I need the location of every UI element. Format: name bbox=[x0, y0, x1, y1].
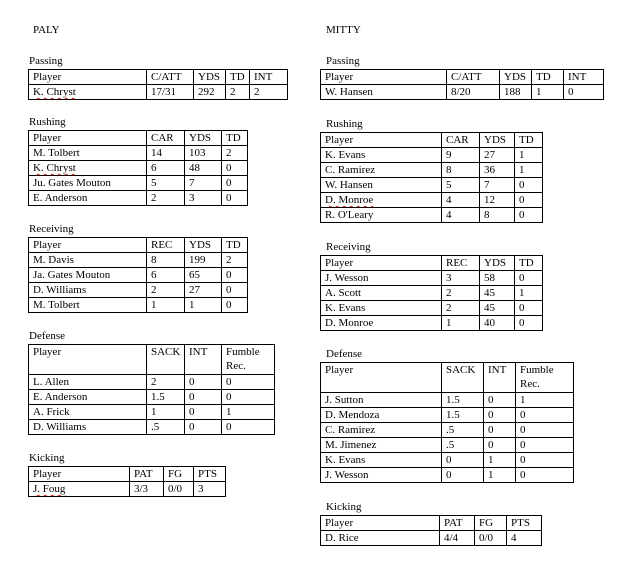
stat-cell: 14 bbox=[147, 146, 185, 161]
table-row bbox=[29, 283, 248, 298]
table-header-row bbox=[29, 70, 288, 85]
stat-cell: 1 bbox=[515, 163, 543, 178]
stat-cell: 0 bbox=[222, 176, 248, 191]
player-cell: K. Chryst bbox=[29, 161, 147, 176]
table-row bbox=[321, 85, 604, 100]
paly-defense-title: Defense bbox=[29, 330, 66, 342]
stat-cell: 0 bbox=[222, 191, 248, 206]
stat-cell: 0 bbox=[515, 271, 543, 286]
table-row bbox=[321, 468, 574, 483]
stat-cell: .5 bbox=[147, 420, 185, 435]
player-cell: M. Jimenez bbox=[321, 438, 442, 453]
stat-cell: 2 bbox=[147, 375, 185, 390]
stat-cell: 8 bbox=[480, 208, 515, 223]
player-cell: D. Mendoza bbox=[321, 408, 442, 423]
stat-cell: 0 bbox=[222, 375, 275, 390]
header-cell: Player bbox=[29, 467, 130, 482]
header-cell: C/ATT bbox=[147, 70, 194, 85]
header-cell: YDS bbox=[500, 70, 532, 85]
stat-cell: 0 bbox=[515, 178, 543, 193]
player-cell: A. Frick bbox=[29, 405, 147, 420]
mitty-receiving-title: Receiving bbox=[326, 241, 371, 253]
table-row bbox=[29, 161, 248, 176]
table-row bbox=[29, 420, 275, 435]
player-cell: J. Wesson bbox=[321, 468, 442, 483]
header-cell: YDS bbox=[194, 70, 226, 85]
player-cell: E. Anderson bbox=[29, 191, 147, 206]
stat-cell: 7 bbox=[480, 178, 515, 193]
paly-passing-table bbox=[28, 69, 288, 100]
header-cell: REC bbox=[442, 256, 480, 271]
header-cell: Fumble Rec. bbox=[516, 363, 574, 393]
table-row bbox=[29, 146, 248, 161]
stat-cell: 27 bbox=[480, 148, 515, 163]
table-row bbox=[321, 286, 543, 301]
paly-kicking-table bbox=[28, 466, 226, 497]
player-cell: D. Monroe bbox=[321, 193, 442, 208]
player-cell: C. Ramirez bbox=[321, 163, 442, 178]
player-cell: L. Allen bbox=[29, 375, 147, 390]
stat-cell: 4 bbox=[507, 531, 542, 546]
stat-cell: 0 bbox=[222, 420, 275, 435]
stat-cell: 0 bbox=[564, 85, 604, 100]
table-row bbox=[321, 316, 543, 331]
table-header-row bbox=[29, 345, 275, 375]
table-header-row bbox=[321, 70, 604, 85]
header-cell: Player bbox=[29, 345, 147, 375]
stat-cell: 0 bbox=[222, 161, 248, 176]
table-row bbox=[321, 423, 574, 438]
table-row bbox=[29, 482, 226, 497]
header-cell: INT bbox=[185, 345, 222, 375]
stat-cell: 0 bbox=[442, 468, 484, 483]
player-cell: R. O'Leary bbox=[321, 208, 442, 223]
stat-cell: 0 bbox=[185, 390, 222, 405]
stat-cell: 1 bbox=[484, 453, 516, 468]
stat-cell: 7 bbox=[185, 176, 222, 191]
stat-cell: 0 bbox=[515, 301, 543, 316]
player-cell: J. Foug bbox=[29, 482, 130, 497]
table-row bbox=[29, 405, 275, 420]
header-cell: YDS bbox=[480, 256, 515, 271]
mitty-team-name: MITTY bbox=[326, 24, 361, 36]
header-cell: PTS bbox=[194, 467, 226, 482]
header-cell: Player bbox=[29, 70, 147, 85]
stat-cell: 36 bbox=[480, 163, 515, 178]
stat-cell: 1.5 bbox=[147, 390, 185, 405]
stat-cell: 292 bbox=[194, 85, 226, 100]
stat-cell: 4 bbox=[442, 193, 480, 208]
stat-cell: 1 bbox=[484, 468, 516, 483]
stat-cell: 2 bbox=[222, 146, 248, 161]
stat-cell: 1.5 bbox=[442, 393, 484, 408]
stat-cell: 6 bbox=[147, 268, 185, 283]
mitty-defense-title: Defense bbox=[326, 348, 363, 360]
stat-cell: 17/31 bbox=[147, 85, 194, 100]
player-cell: D. Williams bbox=[29, 283, 147, 298]
header-cell: INT bbox=[564, 70, 604, 85]
mitty-passing-title: Passing bbox=[326, 55, 360, 67]
header-cell: Player bbox=[321, 363, 442, 393]
stat-cell: 2 bbox=[226, 85, 250, 100]
stat-cell: 8/20 bbox=[447, 85, 500, 100]
header-cell: YDS bbox=[185, 238, 222, 253]
table-row bbox=[29, 375, 275, 390]
stat-cell: 1 bbox=[147, 405, 185, 420]
player-cell: M. Tolbert bbox=[29, 146, 147, 161]
stat-cell: 0 bbox=[516, 468, 574, 483]
header-cell: Player bbox=[321, 256, 442, 271]
header-cell: TD bbox=[532, 70, 564, 85]
table-row bbox=[29, 298, 248, 313]
stat-cell: 3 bbox=[185, 191, 222, 206]
player-cell: C. Ramirez bbox=[321, 423, 442, 438]
stat-cell: .5 bbox=[442, 438, 484, 453]
header-cell: Fumble Rec. bbox=[222, 345, 275, 375]
paly-defense-table bbox=[28, 344, 275, 435]
stat-cell: 40 bbox=[480, 316, 515, 331]
stat-cell: 3 bbox=[442, 271, 480, 286]
table-row bbox=[29, 85, 288, 100]
table-header-row bbox=[321, 256, 543, 271]
header-cell: PAT bbox=[440, 516, 475, 531]
stat-cell: 6 bbox=[147, 161, 185, 176]
mitty-kicking-title: Kicking bbox=[326, 501, 362, 513]
header-cell: Player bbox=[321, 70, 447, 85]
stat-cell: 1 bbox=[185, 298, 222, 313]
player-cell: W. Hansen bbox=[321, 178, 442, 193]
stat-cell: 0 bbox=[222, 283, 248, 298]
stat-cell: 0 bbox=[484, 393, 516, 408]
stat-cell: 2 bbox=[442, 301, 480, 316]
stat-cell: 2 bbox=[147, 283, 185, 298]
paly-receiving-table bbox=[28, 237, 248, 313]
table-row bbox=[321, 271, 543, 286]
player-cell: Ja. Gates Mouton bbox=[29, 268, 147, 283]
player-cell: E. Anderson bbox=[29, 390, 147, 405]
stat-cell: 1 bbox=[222, 405, 275, 420]
stat-cell: 0 bbox=[515, 316, 543, 331]
player-cell: M. Davis bbox=[29, 253, 147, 268]
header-cell: Player bbox=[321, 133, 442, 148]
header-cell: TD bbox=[515, 256, 543, 271]
table-row bbox=[29, 253, 248, 268]
stat-cell: .5 bbox=[442, 423, 484, 438]
header-cell: TD bbox=[222, 131, 248, 146]
player-cell: J. Sutton bbox=[321, 393, 442, 408]
stat-cell: 3 bbox=[194, 482, 226, 497]
stat-cell: 5 bbox=[442, 178, 480, 193]
stat-cell: 2 bbox=[250, 85, 288, 100]
table-header-row bbox=[321, 363, 574, 393]
header-cell: FG bbox=[475, 516, 507, 531]
stat-cell: 0 bbox=[516, 438, 574, 453]
table-row bbox=[321, 148, 543, 163]
stat-cell: 0 bbox=[516, 423, 574, 438]
stat-cell: 0 bbox=[516, 453, 574, 468]
stat-cell: 2 bbox=[147, 191, 185, 206]
stat-cell: 0 bbox=[516, 408, 574, 423]
player-cell: K. Evans bbox=[321, 453, 442, 468]
table-row bbox=[29, 390, 275, 405]
stat-cell: 1 bbox=[515, 148, 543, 163]
stat-cell: 0 bbox=[515, 208, 543, 223]
stat-cell: 0 bbox=[185, 420, 222, 435]
stat-cell: 0 bbox=[222, 390, 275, 405]
header-cell: Player bbox=[29, 131, 147, 146]
player-cell: J. Wesson bbox=[321, 271, 442, 286]
stat-cell: 8 bbox=[147, 253, 185, 268]
table-row bbox=[321, 178, 543, 193]
stat-cell: 0/0 bbox=[164, 482, 194, 497]
stat-cell: 2 bbox=[442, 286, 480, 301]
stat-cell: 9 bbox=[442, 148, 480, 163]
stat-cell: 27 bbox=[185, 283, 222, 298]
table-row bbox=[321, 193, 543, 208]
paly-receiving-title: Receiving bbox=[29, 223, 74, 235]
stat-cell: 0 bbox=[185, 405, 222, 420]
player-cell: M. Tolbert bbox=[29, 298, 147, 313]
header-cell: C/ATT bbox=[447, 70, 500, 85]
stat-cell: 0 bbox=[484, 423, 516, 438]
table-row bbox=[29, 191, 248, 206]
table-row bbox=[321, 453, 574, 468]
header-cell: INT bbox=[484, 363, 516, 393]
stat-cell: 45 bbox=[480, 286, 515, 301]
stat-cell: 2 bbox=[222, 253, 248, 268]
header-cell: INT bbox=[250, 70, 288, 85]
stat-cell: 0 bbox=[484, 438, 516, 453]
stat-cell: 1 bbox=[516, 393, 574, 408]
header-cell: CAR bbox=[442, 133, 480, 148]
table-row bbox=[321, 208, 543, 223]
table-header-row bbox=[321, 516, 542, 531]
stat-cell: 4/4 bbox=[440, 531, 475, 546]
header-cell: SACK bbox=[442, 363, 484, 393]
mitty-rushing-title: Rushing bbox=[326, 118, 363, 130]
table-header-row bbox=[29, 467, 226, 482]
table-row bbox=[321, 438, 574, 453]
header-cell: Player bbox=[321, 516, 440, 531]
header-cell: TD bbox=[226, 70, 250, 85]
stat-cell: 0 bbox=[515, 193, 543, 208]
header-cell: TD bbox=[222, 238, 248, 253]
stat-cell: 8 bbox=[442, 163, 480, 178]
paly-kicking-title: Kicking bbox=[29, 452, 65, 464]
stat-cell: 1 bbox=[515, 286, 543, 301]
stat-cell: 0 bbox=[222, 268, 248, 283]
header-cell: SACK bbox=[147, 345, 185, 375]
player-cell: D. Williams bbox=[29, 420, 147, 435]
paly-team-name: PALY bbox=[33, 24, 60, 36]
header-cell: FG bbox=[164, 467, 194, 482]
stat-cell: 188 bbox=[500, 85, 532, 100]
table-header-row bbox=[29, 131, 248, 146]
stat-cell: 0 bbox=[484, 408, 516, 423]
stat-cell: 58 bbox=[480, 271, 515, 286]
stat-cell: 1 bbox=[147, 298, 185, 313]
player-cell: Ju. Gates Mouton bbox=[29, 176, 147, 191]
player-cell: K. Chryst bbox=[29, 85, 147, 100]
header-cell: YDS bbox=[480, 133, 515, 148]
stat-cell: 5 bbox=[147, 176, 185, 191]
stat-cell: 3/3 bbox=[130, 482, 164, 497]
player-cell: D. Rice bbox=[321, 531, 440, 546]
table-row bbox=[321, 531, 542, 546]
player-cell: K. Evans bbox=[321, 301, 442, 316]
header-cell: TD bbox=[515, 133, 543, 148]
mitty-passing-table bbox=[320, 69, 604, 100]
mitty-receiving-table bbox=[320, 255, 543, 331]
table-row bbox=[321, 163, 543, 178]
player-cell: W. Hansen bbox=[321, 85, 447, 100]
header-cell: PAT bbox=[130, 467, 164, 482]
player-cell: K. Evans bbox=[321, 148, 442, 163]
table-row bbox=[29, 268, 248, 283]
stat-cell: 1 bbox=[442, 316, 480, 331]
mitty-kicking-table bbox=[320, 515, 542, 546]
player-cell: D. Monroe bbox=[321, 316, 442, 331]
header-cell: YDS bbox=[185, 131, 222, 146]
player-cell: A. Scott bbox=[321, 286, 442, 301]
table-row bbox=[321, 408, 574, 423]
stat-cell: 65 bbox=[185, 268, 222, 283]
paly-rushing-title: Rushing bbox=[29, 116, 66, 128]
table-header-row bbox=[29, 238, 248, 253]
mitty-rushing-table bbox=[320, 132, 543, 223]
table-row bbox=[321, 301, 543, 316]
stat-cell: 103 bbox=[185, 146, 222, 161]
stat-cell: 12 bbox=[480, 193, 515, 208]
stat-cell: 199 bbox=[185, 253, 222, 268]
header-cell: PTS bbox=[507, 516, 542, 531]
table-header-row bbox=[321, 133, 543, 148]
mitty-defense-table bbox=[320, 362, 574, 483]
stat-cell: 4 bbox=[442, 208, 480, 223]
stat-cell: 45 bbox=[480, 301, 515, 316]
table-row bbox=[29, 176, 248, 191]
table-row bbox=[321, 393, 574, 408]
stat-cell: 0 bbox=[442, 453, 484, 468]
paly-rushing-table bbox=[28, 130, 248, 206]
stat-cell: 0/0 bbox=[475, 531, 507, 546]
stat-cell: 0 bbox=[185, 375, 222, 390]
header-cell: Player bbox=[29, 238, 147, 253]
stat-cell: 48 bbox=[185, 161, 222, 176]
paly-passing-title: Passing bbox=[29, 55, 63, 67]
stat-cell: 0 bbox=[222, 298, 248, 313]
header-cell: CAR bbox=[147, 131, 185, 146]
stat-cell: 1 bbox=[532, 85, 564, 100]
header-cell: REC bbox=[147, 238, 185, 253]
stat-cell: 1.5 bbox=[442, 408, 484, 423]
